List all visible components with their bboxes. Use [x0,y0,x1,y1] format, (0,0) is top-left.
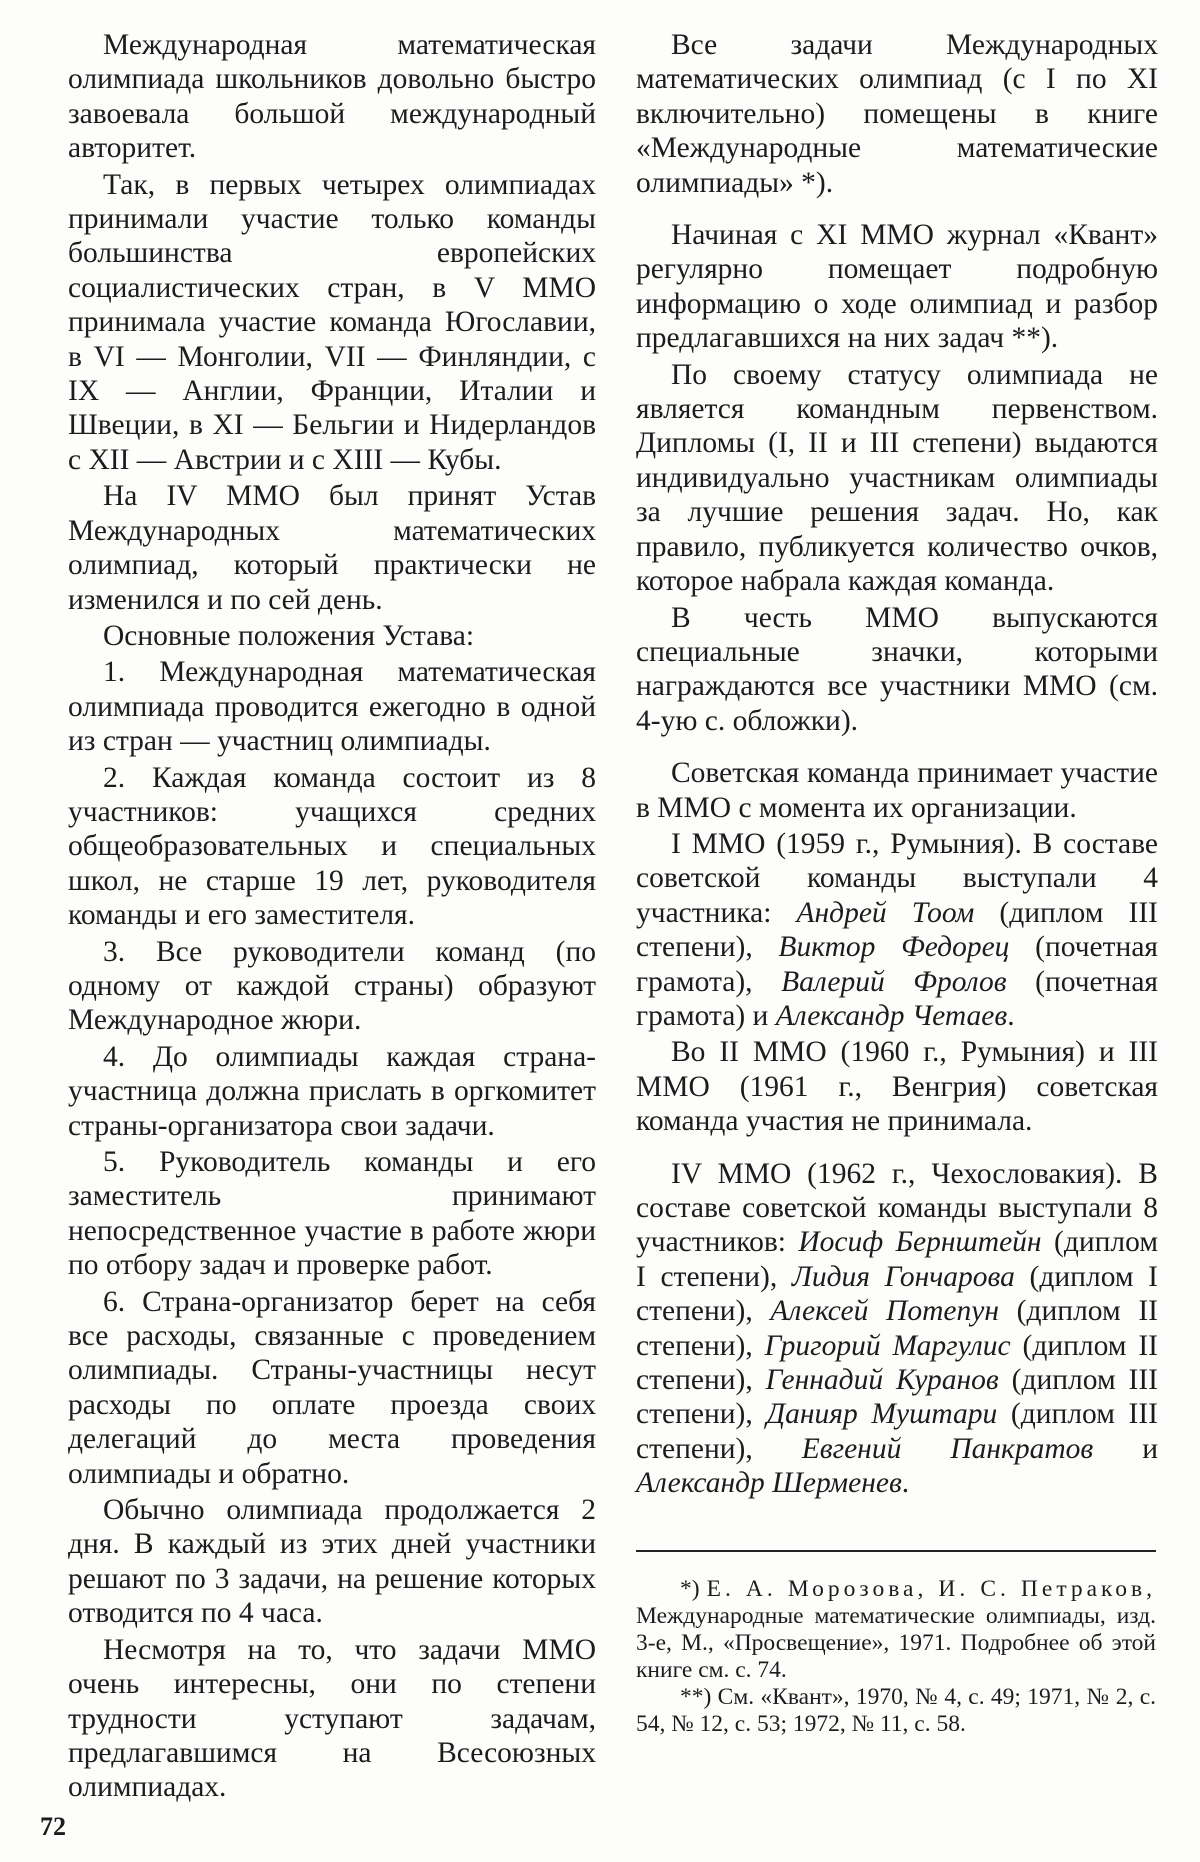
imo-4-paragraph: IV ММО (1962 г., Чехословакия). В составе советской команды выступали 8 участников: Иосиф Бернштейн (диплом I степени), Лидия Гончарова (диплом I степени), Алексей Потепун (диплом II степени), Григорий Маргулис (диплом II степени), Геннадий Куранов (диплом III степени), Данияр Муштари (диплом III степени), Евгений Панкратов и Александр Шерменев. [636,1157,1159,1500]
left-paragraph: Несмотря на то, что задачи ММО очень интересны, они по степени трудности уступают задачам, предлагавшимся на Всесоюзных олимпиадах. [68,1633,596,1804]
right-paragraph: Все задачи Международных математических олимпиад (с I по XI включительно) помещены в книге «Международные математические олимпиады» *). [636,29,1158,199]
statute-item-6: 6. Страна-организатор берет на себя все расходы, связанные с проведением олимпиады. Страны-участницы несут расходы по оплате проезда своих делегаций до места проведения олимпиады и обратно. [68,1285,596,1490]
footnote-1: *) Е. А. Морозова, И. С. Петраков, Международные математические олимпиады, изд. 3-е, М., «Просвещение», 1971. Подробнее об этой книге см. с. 74. [636,1576,1157,1683]
participant-name: Иосиф Бернштейн [798,1226,1042,1259]
page-number: 72 [40,1812,66,1841]
right-column [636,28,1158,1501]
left-paragraph: Основные положения Устава: [103,619,475,652]
participant-name: Александр Четаев [775,999,1008,1032]
right-paragraph: Начиная с XI ММО журнал «Квант» регулярно помещает подробную информацию о ходе олимпиад и разбор предлагавшихся на них задач **). [636,219,1158,355]
participant-name: Геннадий Куранов [765,1364,999,1397]
imo-1-paragraph: I ММО (1959 г., Румыния). В составе советской команды выступали 4 участника: Андрей Тоом (диплом III степени), Виктор Федорец (почетная грамота), Валерий Фролов (почетная грамота) и Александр Четаев. [636,827,1158,1032]
participant-name: Евгений Панкратов [801,1432,1094,1465]
footnote-authors: Е. А. Морозова, И. С. Петраков, [706,1576,1157,1602]
participant-name: Алексей Потепун [770,1295,999,1328]
footnote-divider [636,1550,1156,1552]
statute-item-3: 3. Все руководители команд (по одному от каждой страны) образуют Международное жюри. [68,935,596,1037]
statute-item-2: 2. Каждая команда состоит из 8 участников: учащихся средних общеобразовательных и специальных школ, не старше 19 лет, руководителя команды и его заместителя. [68,761,596,932]
footnotes [636,1576,1156,1738]
left-paragraph: Обычно олимпиада продолжается 2 дня. В каждый из этих дней участники решают по 3 задачи, на решение которых отводится по 4 часа. [68,1494,596,1630]
statute-item-5: 5. Руководитель команды и его заместитель принимают непосредственное участие в работе жюри по отбору задач и проверке работ. [68,1146,596,1282]
left-paragraph: На IV ММО был принят Устав Международных математических олимпиад, который практически не изменился и по сей день. [68,480,596,616]
right-paragraph: В честь ММО выпускаются специальные значки, которыми награждаются все участники ММО (см. 4-ую с. обложки). [636,601,1158,737]
statute-item-4: 4. До олимпиады каждая страна-участница должна прислать в оргкомитет страны-организатора свои задачи. [68,1040,596,1142]
participant-name: Валерий Фролов [781,965,1007,998]
participant-name: Лидия Гончарова [791,1260,1015,1293]
left-paragraph: Международная математическая олимпиада школьников довольно быстро завоевала большой международный авторитет. [68,29,596,165]
left-column [68,28,596,1805]
right-paragraph: Советская команда принимает участие в ММО с момента их организации. [636,757,1158,824]
left-paragraph: Так, в первых четырех олимпиадах принимали участие только команды большинства европейских социалистических стран, в V ММО принимала участие команда Югославии, в VI — Монголии, VII — Финляндии, с IX — Англии, Франции, Италии и Швеции, в XI — Бельгии и Нидерландов с XII — Австрии и с XIII — Кубы. [68,168,596,476]
participant-name: Григорий Маргулис [764,1329,1011,1362]
statute-item-1: 1. Международная математическая олимпиада проводится ежегодно в одной из стран — участниц олимпиады. [68,656,596,758]
participant-name: Александр Шерменев [636,1467,902,1500]
participant-name: Виктор Федорец [778,931,1010,964]
footnote-2: **) См. «Квант», 1970, № 4, с. 49; 1971, № 2, с. 54, № 12, с. 53; 1972, № 11, с. 58. [636,1684,1156,1737]
participant-name: Данияр Муштари [766,1398,998,1431]
participant-name: Андрей Тоом [796,896,975,929]
right-paragraph: По своему статусу олимпиада не является командным первенством. Дипломы (I, II и III степени) выдаются индивидуально участникам олимпиады за лучшие решения задач. Но, как правило, публикуется количество очков, которое набрала каждая команда. [636,358,1158,598]
right-paragraph: Во II ММО (1960 г., Румыния) и III ММО (1961 г., Венгрия) советская команда участия не принимала. [636,1036,1158,1138]
